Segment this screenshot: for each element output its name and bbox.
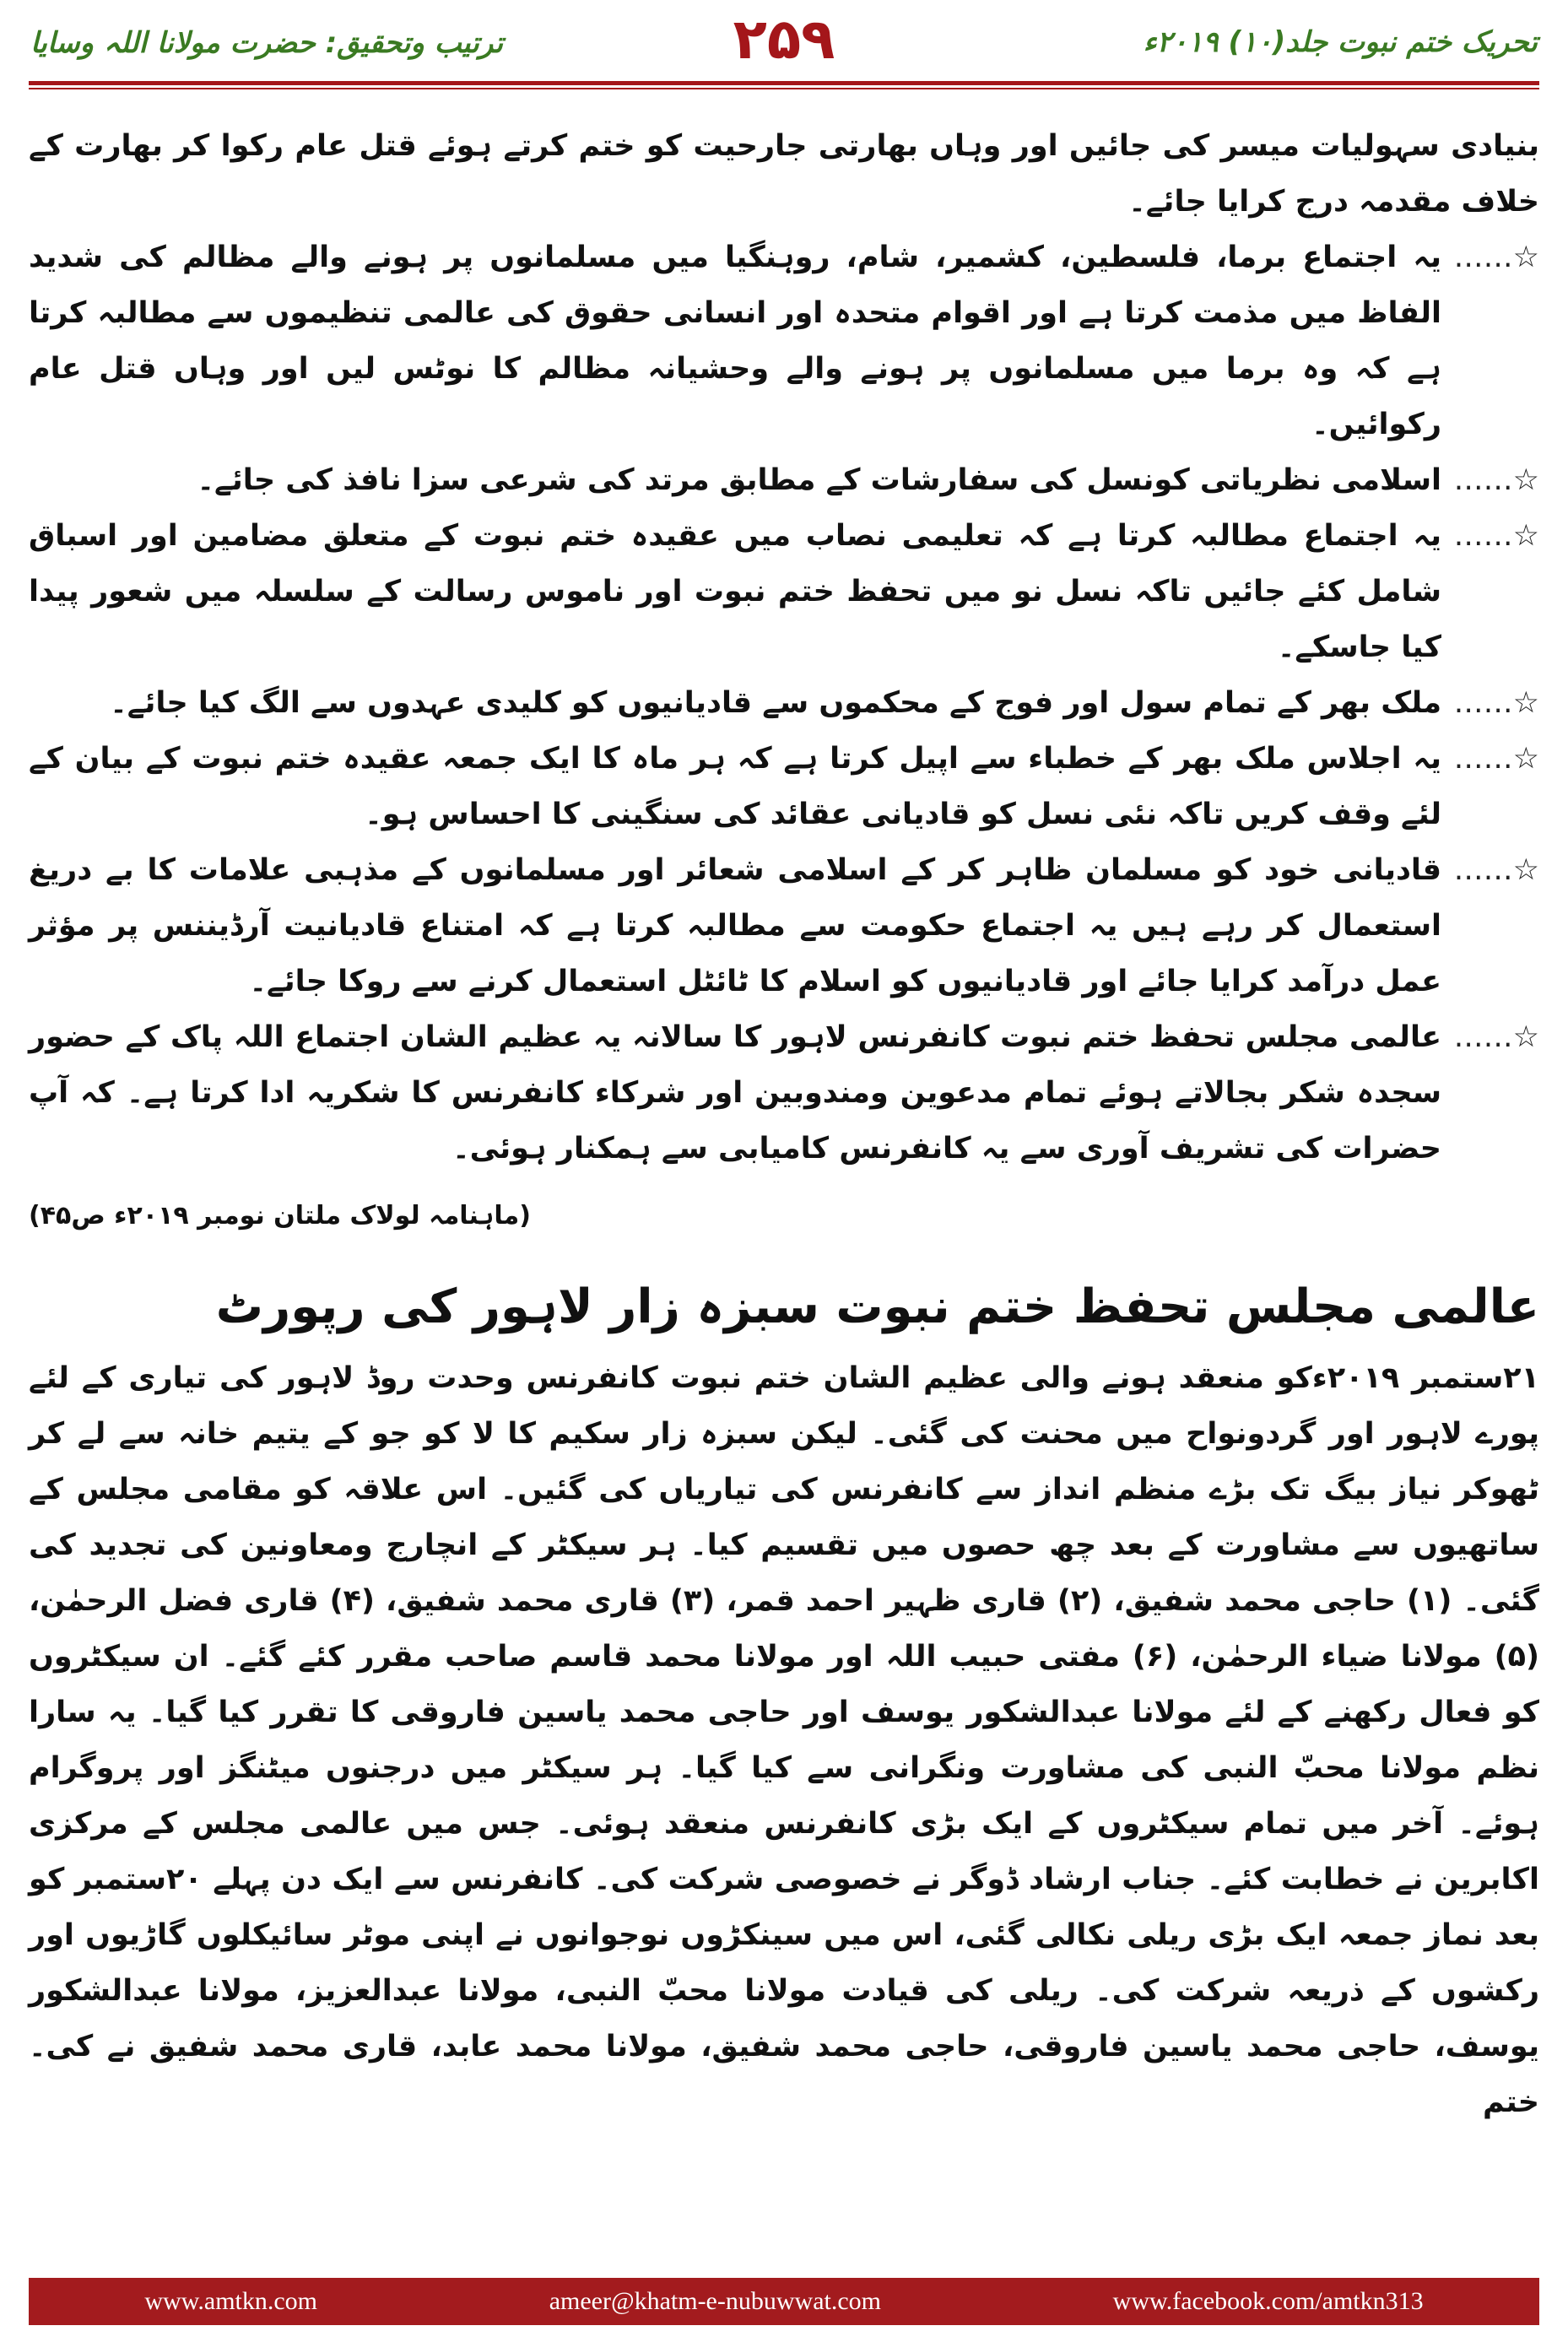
continuation-paragraph: بنیادی سہولیات میسر کی جائیں اور وہاں بھارتی جارحیت کو ختم کرتے ہوئے قتل عام رکوا کر بھارت کے خلاف مقدمہ درج کرایا جائے۔ [29, 129, 1539, 219]
resolution-item [29, 230, 1539, 452]
resolution-text: قادیانی خود کو مسلمان ظاہر کر کے اسلامی شعائر اور مسلمانوں کے مذہبی علامات کا بے دریغ استعمال کر رہے ہیں یہ اجتماع حکومت سے مطالبہ کرتا ہے کہ امتناع قادیانیت آرڈیننس پر مؤثر عمل درآمد کرایا جائے اور قادیانیوں کو اسلام کا ٹائٹل استعمال کرنے سے روکا جائے۔ [29, 853, 1441, 998]
resolution-text: یہ اجتماع مطالبہ کرتا ہے کہ تعلیمی نصاب میں عقیدہ ختم نبوت کے متعلق مضامین اور اسباق شامل کئے جائیں تاکہ نسل نو میں تحفظ ختم نبوت اور ناموس رسالت کے سلسلہ میں شعور پیدا کیا جاسکے۔ [29, 519, 1441, 664]
resolution-item [29, 731, 1539, 842]
compiler-credit: ترتیب وتحقیق: حضرت مولانا اللہ وسایا [30, 26, 504, 60]
section-title: عالمی مجلس تحفظ ختم نبوت سبزہ زار لاہور کی رپورٹ [215, 1279, 1539, 1334]
resolution-item [29, 675, 1539, 731]
report-body: ۲۱ستمبر ۲۰۱۹ءکو منعقد ہونے والی عظیم الشان ختم نبوت کانفرنس وحدت روڈ لاہور کی تیاری کے لئے پورے لاہور اور گردونواح میں محنت کی گئی۔ لیکن سبزہ زار سکیم کا لا کو جو کے یتیم خانہ سے لے کر ٹھوکر نیاز بیگ تک بڑے منظم انداز سے کانفرنس کی تیاریاں کی گئیں۔ اس علاقہ کو مقامی مجلس کے ساتھیوں سے مشاورت کے بعد چھ حصوں میں تقسیم کیا۔ ہر سیکٹر کے انچارج ومعاونین کی تجدید کی گئی۔ (۱) حاجی محمد شفیق، (۲) قاری ظہیر احمد قمر، (۳) قاری محمد شفیق، (۴) قاری فضل الرحمٰن، (۵) مولانا ضیاء الرحمٰن، (۶) مفتی حبیب اللہ اور مولانا محمد قاسم صاحب مقرر کئے گئے۔ ان سیکٹروں کو فعال رکھنے کے لئے مولانا عبدالشکور یوسف اور حاجی محمد یاسین فاروقی کا تقرر کیا گیا۔ یہ سارا نظم مولانا محبّ النبی کی مشاورت ونگرانی سے کیا گیا۔ ہر سیکٹر میں درجنوں میٹنگز اور پروگرام ہوئے۔ آخر میں تمام سیکٹروں کے ایک بڑی کانفرنس منعقد ہوئی۔ جس میں عالمی مجلس کے مرکزی اکابرین نے خطابت کئے۔ جناب ارشاد ڈوگر نے خصوصی شرکت کی۔ کانفرنس سے ایک دن پہلے ۲۰ستمبر کو بعد نماز جمعہ ایک بڑی ریلی نکالی گئی، اس میں سینکڑوں نوجوانوں نے اپنی موٹر سائیکلوں گاڑیوں اور رکشوں کے ذریعہ شرکت کی۔ ریلی کی قیادت مولانا محبّ النبی، مولانا عبدالعزیز، مولانا عبدالشکور یوسف، حاجی محمد یاسین فاروقی، حاجی محمد شفیق، مولانا محمد عابد، قاری محمد شفیق نے کی۔ ختم [29, 1361, 1539, 2119]
resolution-item [29, 842, 1539, 1009]
star-bullet-icon: ☆…… [1453, 1020, 1539, 1054]
star-bullet-icon: ☆…… [1453, 241, 1539, 274]
resolution-item [29, 452, 1539, 508]
star-bullet-icon: ☆…… [1453, 463, 1539, 497]
resolution-item [29, 508, 1539, 675]
resolution-text: اسلامی نظریاتی کونسل کی سفارشات کے مطابق مرتد کی شرعی سزا نافذ کی جائے۔ [197, 463, 1441, 497]
page-content [29, 118, 1539, 2130]
page-footer [29, 2278, 1539, 2325]
star-bullet-icon: ☆…… [1453, 742, 1539, 776]
email-link[interactable]: ameer@khatm-e-nubuwwat.com [549, 2287, 881, 2315]
resolution-text: عالمی مجلس تحفظ ختم نبوت کانفرنس لاہور کا سالانہ یہ عظیم الشان اجتماع اللہ پاک کے حضور سجدہ شکر بجالاتے ہوئے تمام مدعوین ومندوبین اور شرکاء کانفرنس کا شکریہ ادا کرتا ہے۔ کہ آپ حضرات کی تشریف آوری سے یہ کانفرنس کامیابی سے ہمکنار ہوئی۔ [29, 1020, 1441, 1166]
book-title: تحریک ختم نبوت جلد(۱۰) ۲۰۱۹ء [1143, 25, 1538, 59]
star-bullet-icon: ☆…… [1453, 853, 1539, 887]
source-citation: (ماہنامہ لولاک ملتان نومبر ۲۰۱۹ء ص۴۵) [29, 1201, 531, 1230]
resolution-text: ملک بھر کے تمام سول اور فوج کے محکموں سے قادیانیوں کو کلیدی عہدوں سے الگ کیا جائے۔ [110, 686, 1441, 720]
header-divider [29, 81, 1539, 85]
header-divider-thin [29, 88, 1539, 89]
resolution-item [29, 1009, 1539, 1176]
page-header [0, 0, 1568, 88]
resolution-text: یہ اجتماع برما، فلسطین، کشمیر، شام، روہنگیا میں مسلمانوں پر ہونے والے مظالم کی شدید الفاظ میں مذمت کرتا ہے اور اقوام متحدہ اور انسانی حقوق کی عالمی تنظیموں سے مطالبہ کرتا ہے کہ وہ برما میں مسلمانوں پر ہونے والے وحشیانہ مظالم کا نوٹس لیں اور وہاں قتل عام رکوائیں۔ [29, 241, 1441, 441]
page-number: ۲۵۹ [733, 7, 835, 72]
star-bullet-icon: ☆…… [1453, 519, 1539, 553]
resolution-text: یہ اجلاس ملک بھر کے خطباء سے اپیل کرتا ہے کہ ہر ماہ کا ایک جمعہ عقیدہ ختم نبوت کے بیان کے لئے وقف کریں تاکہ نئی نسل کو قادیانی عقائد کی سنگینی کا احساس ہو۔ [29, 742, 1441, 831]
star-bullet-icon: ☆…… [1453, 686, 1539, 720]
website-link[interactable]: www.amtkn.com [144, 2287, 318, 2315]
facebook-link[interactable]: www.facebook.com/amtkn313 [1112, 2287, 1424, 2315]
